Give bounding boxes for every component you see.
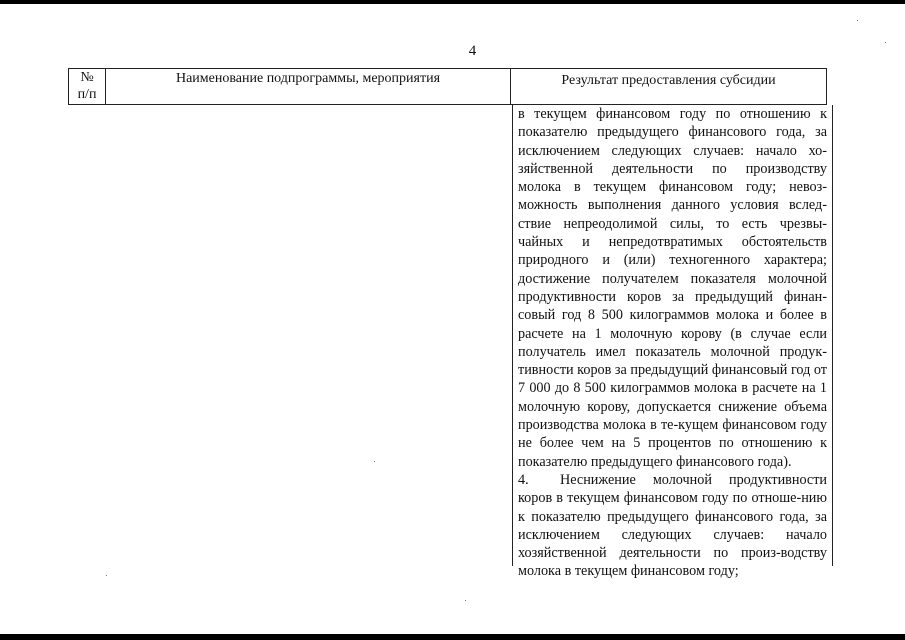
scan-speck [857, 20, 858, 21]
header-cell-number [69, 69, 106, 105]
header-cell-subsidy-result: Результат предоставления субсидии [511, 69, 827, 105]
result-item-4-number: 4. [518, 471, 529, 488]
scan-speck [374, 461, 375, 462]
scan-bottom-edge [0, 634, 905, 640]
header-cell-subprogram-name: Наименование подпрограммы, мероприятия [106, 69, 511, 105]
header-number-sign: № [80, 70, 94, 85]
header-number-abbrev: п/п [77, 87, 97, 102]
scan-speck [465, 600, 466, 601]
result-column-left-border [512, 105, 513, 566]
result-item-4 [518, 471, 827, 581]
scan-speck [106, 575, 107, 576]
result-column-right-border [832, 105, 833, 566]
subsidy-result-text [518, 105, 827, 581]
page-number: 4 [468, 43, 477, 59]
result-paragraph-continuation: в текущем финансовом году по отношению к показателю предыдущего финансового года, за исключением следующих случаев: начало хо-зяйственной деятельности по производству молока в текущем финансовом году; невоз-можность выполнения данного условия вслед-ствие непреодолимой силы, то есть чрезвы-чайных и непредотвратимых обстоятельств природного и (или) техногенного характера; достижение получателем показателя молочной продуктивности коров за предыдущий финан-совый год 8 500 килограммов молока и более в расчете на 1 молочную корову (в случае если получатель имел показатель молочной продук-тивности коров за предыдущий финансовый год от 7 000 до 8 500 килограммов молока в расчете на 1 молочную корову, допускается снижение объема производства молока в те-кущем финансовом году не более чем на 5 процентов по отношению к показателю предыдущего финансового года). [518, 106, 827, 470]
result-item-4-text: Неснижение молочной продуктивности коров в текущем финансовом году по отноше-нию к показателю предыдущего финансового года, за исключением следующих случаев: начало хозяйственной деятельности по произ-водству молока в текущем финансовом году; [518, 471, 827, 580]
subsidy-table-header [68, 68, 827, 105]
scan-speck [885, 42, 886, 43]
scan-top-edge [0, 0, 905, 4]
